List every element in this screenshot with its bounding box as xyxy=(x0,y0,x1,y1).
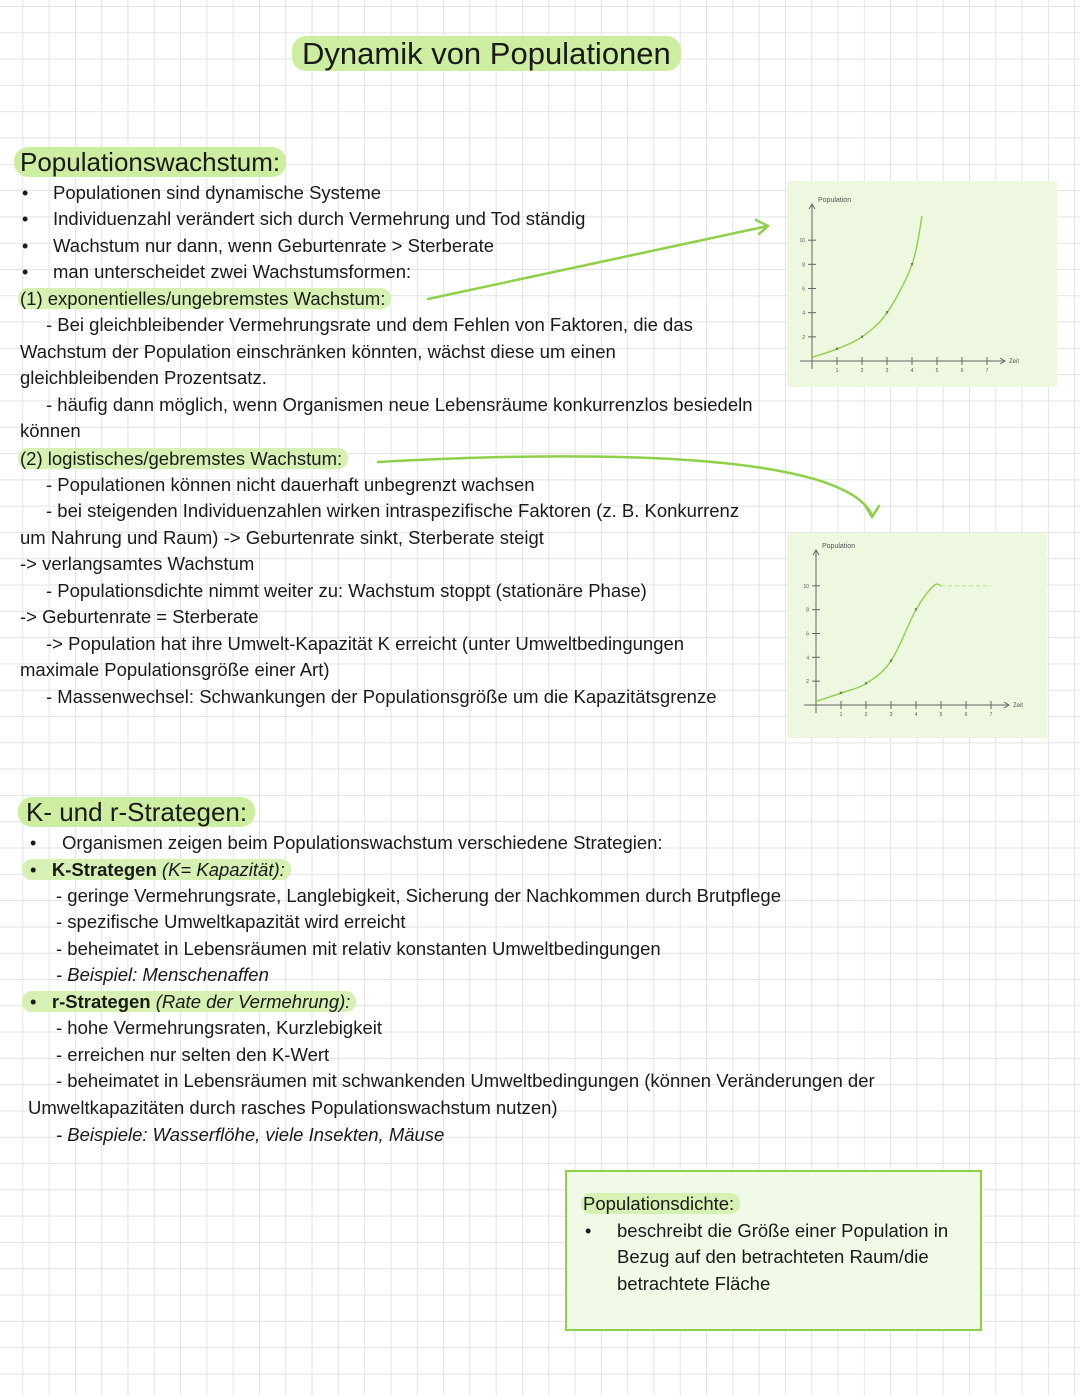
r-title: r-Strategen xyxy=(51,991,151,1012)
k-title: K-Strategen xyxy=(51,859,157,880)
strategies-intro: Organismen zeigen beim Populationswachstum verschiedene Strategien: xyxy=(62,832,663,853)
x-tick-label: 4 xyxy=(914,712,918,718)
x-tick-label: 6 xyxy=(964,712,968,718)
x-tick-label: 3 xyxy=(885,368,889,374)
y-tick-label: 2 xyxy=(806,679,809,686)
r-strategists-label xyxy=(22,989,356,1015)
x-tick-label: 1 xyxy=(835,368,839,374)
r-note: (Rate der Vermehrung): xyxy=(155,991,351,1012)
x-tick-label: 7 xyxy=(989,712,993,718)
bullet-dot: • xyxy=(22,209,29,229)
growth-bullet-2: Individuenzahl verändert sich durch Vermehrung und Tod ständig xyxy=(53,208,586,229)
bullet-dot: • xyxy=(30,991,37,1012)
data-point-marker: × xyxy=(910,262,914,269)
y-tick-label: 8 xyxy=(802,262,805,269)
bullet-dot: • xyxy=(22,236,29,256)
bullet-dot: • xyxy=(22,262,29,282)
log-growth-chart xyxy=(787,533,1047,738)
x-axis-label: Zeit xyxy=(1013,703,1024,709)
arrow-to-log-chart xyxy=(378,456,879,517)
exp-growth-chart xyxy=(787,181,1057,387)
log-line-8: maximale Populationsgröße einer Art) xyxy=(20,659,330,680)
r-line-2: - erreichen nur selten den K-Wert xyxy=(56,1044,330,1065)
x-tick-label: 4 xyxy=(910,368,914,374)
x-tick-label: 1 xyxy=(839,712,843,718)
bullet-dot: • xyxy=(30,833,37,853)
y-tick-label: 8 xyxy=(806,607,809,614)
arrow-to-exp-chart xyxy=(428,220,768,299)
series-line xyxy=(812,216,922,357)
log-line-6: -> Geburtenrate = Sterberate xyxy=(20,606,259,627)
y-tick-label: 10 xyxy=(799,238,805,245)
growth-bullet-4: man unterscheidet zwei Wachstumsformen: xyxy=(53,261,412,282)
density-line-3: betrachtete Fläche xyxy=(617,1273,771,1294)
bullet-dot: • xyxy=(585,1221,592,1241)
growth-bullet-3: Wachstum nur dann, wenn Geburtenrate > Sterberate xyxy=(53,235,494,256)
r-line-4: Umweltkapazitäten durch rasches Populationswachstum nutzen) xyxy=(28,1097,558,1118)
x-tick-label: 2 xyxy=(864,712,868,718)
y-tick-label: 6 xyxy=(802,286,805,293)
k-strategists-label xyxy=(22,857,291,883)
log-growth-label: (2) logistisches/gebremstes Wachstum: xyxy=(18,446,348,472)
density-heading: Populationsdichte: xyxy=(581,1191,740,1217)
log-line-2: - bei steigenden Individuenzahlen wirken intraspezifische Faktoren (z. B. Konkurrenz xyxy=(46,500,740,521)
k-line-1: - geringe Vermehrungsrate, Langlebigkeit, Sicherung der Nachkommen durch Brutpflege xyxy=(56,885,781,906)
log-line-4: -> verlangsamtes Wachstum xyxy=(20,553,255,574)
k-example: - Beispiel: Menschenaffen xyxy=(56,964,269,985)
y-tick-label: 4 xyxy=(806,655,809,662)
y-tick-label: 4 xyxy=(802,310,805,317)
x-tick-label: 5 xyxy=(935,368,939,374)
x-tick-label: 6 xyxy=(960,368,964,374)
log-line-3: um Nahrung und Raum) -> Geburtenrate sinkt, Sterberate steigt xyxy=(20,527,544,548)
log-line-5: - Populationsdichte nimmt weiter zu: Wachstum stoppt (stationäre Phase) xyxy=(46,580,647,601)
r-line-1: - hohe Vermehrungsraten, Kurzlebigkeit xyxy=(56,1017,382,1038)
exp-line-5: können xyxy=(20,420,81,441)
y-axis-label: Population xyxy=(818,197,852,204)
k-line-3: - beheimatet in Lebensräumen mit relativ konstanten Umweltbedingungen xyxy=(56,938,661,959)
x-tick-label: 2 xyxy=(860,368,864,374)
log-line-7: -> Population hat ihre Umwelt-Kapazität K erreicht (unter Umweltbedingungen xyxy=(46,633,685,654)
bullet-dot: • xyxy=(22,183,29,203)
growth-bullet-1: Populationen sind dynamische Systeme xyxy=(53,182,382,203)
x-axis-label: Zeit xyxy=(1009,359,1020,365)
k-line-2: - spezifische Umweltkapazität wird erreicht xyxy=(56,911,406,932)
log-line-9: - Massenwechsel: Schwankungen der Populationsgröße um die Kapazitätsgrenze xyxy=(46,686,717,707)
population-density-box xyxy=(565,1170,982,1331)
data-point-marker: × xyxy=(864,681,868,688)
y-tick-label: 6 xyxy=(806,631,809,638)
x-tick-label: 5 xyxy=(939,712,943,718)
bullet-dot: • xyxy=(30,859,37,880)
r-example: - Beispiele: Wasserflöhe, viele Insekten, Mäuse xyxy=(56,1124,445,1145)
density-line-1: beschreibt die Größe einer Population in xyxy=(617,1220,949,1241)
data-point-marker: × xyxy=(889,658,893,665)
x-tick-label: 3 xyxy=(889,712,893,718)
data-point-marker: × xyxy=(839,691,843,698)
exp-line-1: - Bei gleichbleibender Vermehrungsrate und dem Fehlen von Faktoren, die das xyxy=(46,314,693,335)
data-point-marker: × xyxy=(885,310,889,317)
data-point-marker: × xyxy=(835,346,839,353)
section-heading-growth: Populationswachstum: xyxy=(14,146,286,178)
exp-line-2: Wachstum der Population einschränken könnten, wächst diese um einen xyxy=(20,341,616,362)
exp-line-4: - häufig dann möglich, wenn Organismen neue Lebensräume konkurrenzlos besiedeln xyxy=(46,394,753,415)
log-line-1: - Populationen können nicht dauerhaft unbegrenzt wachsen xyxy=(46,474,535,495)
x-tick-label: 7 xyxy=(985,368,989,374)
data-point-marker: × xyxy=(860,334,864,341)
y-tick-label: 10 xyxy=(803,583,809,590)
density-line-2: Bezug auf den betrachteten Raum/die xyxy=(617,1246,929,1267)
y-tick-label: 2 xyxy=(802,334,805,341)
exp-line-3: gleichbleibenden Prozentsatz. xyxy=(20,367,267,388)
y-axis-label: Population xyxy=(822,543,856,550)
k-note: (K= Kapazität): xyxy=(161,859,285,880)
data-point-marker: × xyxy=(914,607,918,614)
section-heading-strategies: K- und r-Strategen: xyxy=(18,796,255,828)
page-title: Dynamik von Populationen xyxy=(292,34,681,74)
series-line xyxy=(816,584,941,701)
r-line-3: - beheimatet in Lebensräumen mit schwankenden Umweltbedingungen (können Veränderungen der xyxy=(56,1070,875,1091)
exp-growth-label: (1) exponentielles/ungebremstes Wachstum: xyxy=(18,286,391,312)
